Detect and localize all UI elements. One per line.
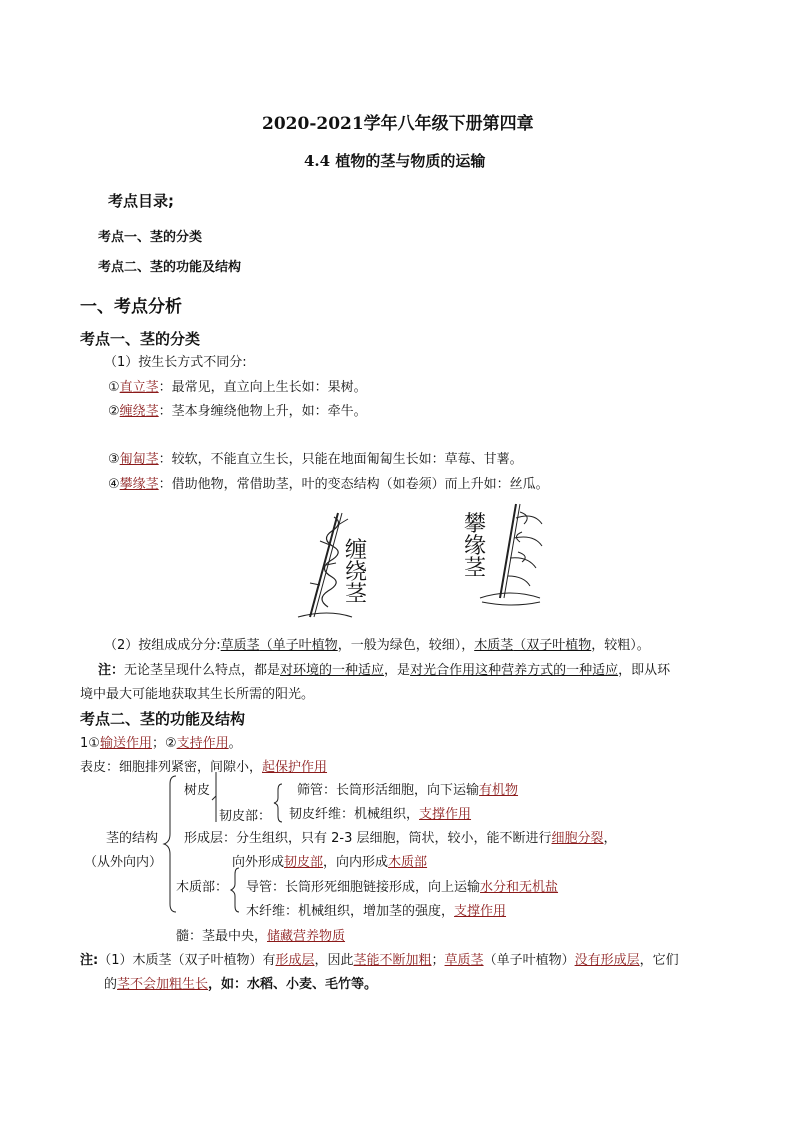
kp2-functions: 1①输送作用；②支持作用。 xyxy=(80,736,242,751)
tree-epidermis: 表皮：细胞排列紧密，间隙小，起保护作用 xyxy=(80,760,328,775)
tree-bark: 树皮 xyxy=(184,783,211,798)
stem-type-creeping: ③匍匐茎：较软，不能直立生长，只能在地面匍匐生长如：草莓、甘薯。 xyxy=(108,452,523,467)
tree-pith: 髓：茎最中央，储藏营养物质 xyxy=(176,929,346,944)
stem-type-climbing: ④攀缘茎：借助他物，常借助茎，叶的变态结构（如卷须）而上升如：丝瓜。 xyxy=(108,477,549,492)
stem-type-twining: ②缠绕茎：茎本身缠绕他物上升，如：牵牛。 xyxy=(108,404,367,419)
tree-root-label: 茎的结构 xyxy=(106,831,159,846)
tree-phloem: 韧皮部： xyxy=(219,809,272,824)
tree-bast-fiber: 韧皮纤维：机械组织，支撑作用 xyxy=(289,807,472,822)
page-subtitle: 4.4 植物的茎与物质的运输 xyxy=(304,152,486,170)
tree-vessel: 导管：长筒形死细胞链接形成，向上运输水分和无机盐 xyxy=(246,880,559,895)
tree-cambium-out: 向外形成韧皮部，向内形成木质部 xyxy=(232,855,428,870)
stem-type-upright: ①直立茎：最常见，直立向上生长如：果树。 xyxy=(108,380,367,395)
toc-heading: 考点目录; xyxy=(108,192,174,210)
kp2-note-line2: 的茎不会加粗生长，如：水稻、小麦、毛竹等。 xyxy=(104,977,378,992)
xylem-brace xyxy=(229,866,243,914)
kp2-note-line1: 注:（1）木质茎（双子叶植物）有形成层，因此茎能不断加粗；草质茎（单子叶植物）没有形成层，它们 xyxy=(80,953,679,968)
tree-wood-fiber: 木纤维：机械组织，增加茎的强度，支撑作用 xyxy=(246,904,507,919)
toc-item-1: 考点一、茎的分类 xyxy=(98,230,203,245)
kp1-note-line2: 境中最大可能地获取其生长所需的阳光。 xyxy=(80,687,315,702)
kp2-heading: 考点二、茎的功能及结构 xyxy=(80,710,246,728)
twining-stem-label: 缠绕茎 xyxy=(345,538,368,607)
tree-cambium: 形成层：分生组织，只有 2-3 层细胞，筒状，较小，能不断进行细胞分裂， xyxy=(184,831,617,846)
kp1-note-line1: 注：无论茎呈现什么特点，都是对环境的一种适应，是对光合作用这种营养方式的一种适应，即从环 xyxy=(98,663,671,678)
tree-sieve: 筛管：长筒形活细胞，向下运输有机物 xyxy=(297,783,519,798)
climbing-stem-label: 攀缘茎 xyxy=(464,512,487,581)
phloem-brace xyxy=(272,782,286,826)
kp1-growth-intro: （1）按生长方式不同分: xyxy=(104,355,247,370)
section-heading: 一、考点分析 xyxy=(80,297,182,317)
page-title: 2020-2021学年八年级下册第四章 xyxy=(262,114,534,134)
toc-item-2: 考点二、茎的功能及结构 xyxy=(98,260,242,275)
kp1-composition: （2）按组成成分分:草质茎（单子叶植物，一般为绿色，较细），木质茎（双子叶植物，较粗）。 xyxy=(104,638,650,653)
kp1-heading: 考点一、茎的分类 xyxy=(80,330,201,348)
tree-root-note: （从外向内） xyxy=(84,855,163,870)
tree-xylem: 木质部： xyxy=(176,880,229,895)
